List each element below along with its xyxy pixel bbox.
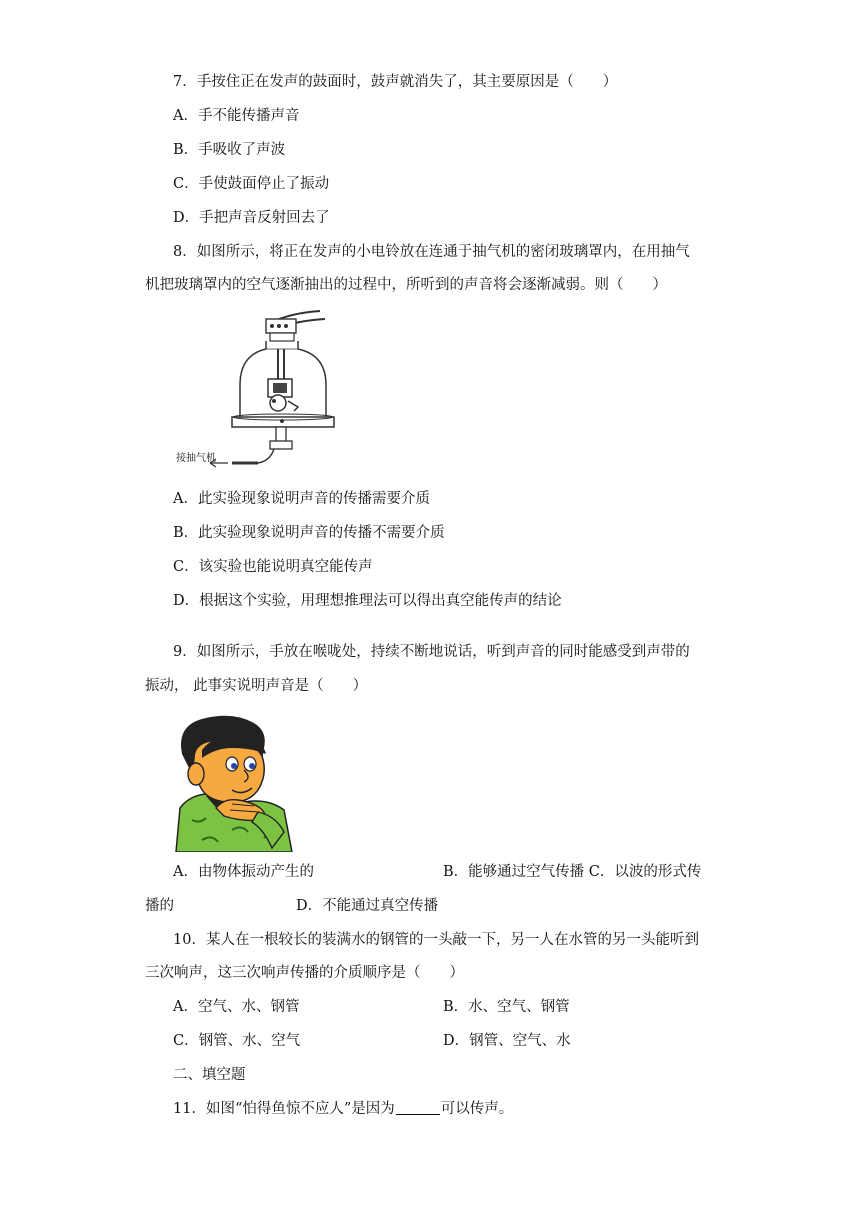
q10-option-c: C．钢管、水、空气 — [173, 1033, 301, 1049]
boy-figure — [172, 712, 304, 852]
q8-stem-line2: 机把玻璃罩内的空气逐渐抽出的过程中，所听到的声音将会逐渐减弱。则（ ） — [145, 277, 667, 293]
pump-label: 接抽气机 — [176, 453, 216, 464]
q7-option-b: B．手吸收了声波 — [173, 142, 286, 158]
q11-stem-after: 可以传声。 — [440, 1101, 514, 1117]
q9-stem-line1: 9．如图所示，手放在喉咙处，持续不断地说话，听到声音的同时能感受到声带的 — [173, 644, 690, 660]
q8-option-c: C．该实验也能说明真空能传声 — [173, 559, 373, 575]
q10-option-b: B．水、空气、钢管 — [443, 999, 570, 1015]
answer-blank[interactable] — [396, 1100, 440, 1115]
section-heading: 二、填空题 — [173, 1067, 246, 1083]
q10-option-a: A．空气、水、钢管 — [173, 999, 300, 1015]
q10-option-d: D．钢管、空气、水 — [443, 1033, 571, 1049]
q7-option-d: D．手把声音反射回去了 — [173, 210, 330, 226]
q9-option-bc: B．能够通过空气传播 C．以波的形式传 — [443, 864, 702, 880]
q9-option-d: D．不能通过真空传播 — [296, 898, 439, 914]
q7-stem: 7．手按住正在发声的鼓面时，鼓声就消失了，其主要原因是（ ） — [173, 74, 618, 90]
q9-option-c-cont: 播的 — [145, 898, 174, 914]
q7-option-c: C．手使鼓面停止了振动 — [173, 176, 330, 192]
q7-option-a: A．手不能传播声音 — [173, 108, 300, 124]
q8-stem-line1: 8．如图所示，将正在发声的小电铃放在连通于抽气机的密闭玻璃罩内，在用抽气 — [173, 244, 690, 260]
q10-stem-line2: 三次响声，这三次响声传播的介质顺序是（ ） — [145, 965, 464, 981]
q9-option-a: A．由物体振动产生的 — [173, 864, 314, 880]
q11-stem — [173, 1099, 513, 1119]
q11-stem-before: 11．如图“怕得鱼惊不应人”是因为 — [173, 1101, 395, 1117]
q8-option-a: A．此实验现象说明声音的传播需要介质 — [173, 491, 430, 507]
q8-option-d: D．根据这个实验，用理想推理法可以得出真空能传声的结论 — [173, 593, 562, 609]
q8-option-b: B．此实验现象说明声音的传播不需要介质 — [173, 525, 445, 541]
boy-throat-illustration — [172, 712, 304, 852]
q9-stem-line2: 振动， 此事实说明声音是（ ） — [145, 678, 368, 694]
q10-stem-line1: 10．某人在一根较长的装满水的钢管的一头敲一下，另一人在水管的另一头能听到 — [173, 932, 699, 948]
